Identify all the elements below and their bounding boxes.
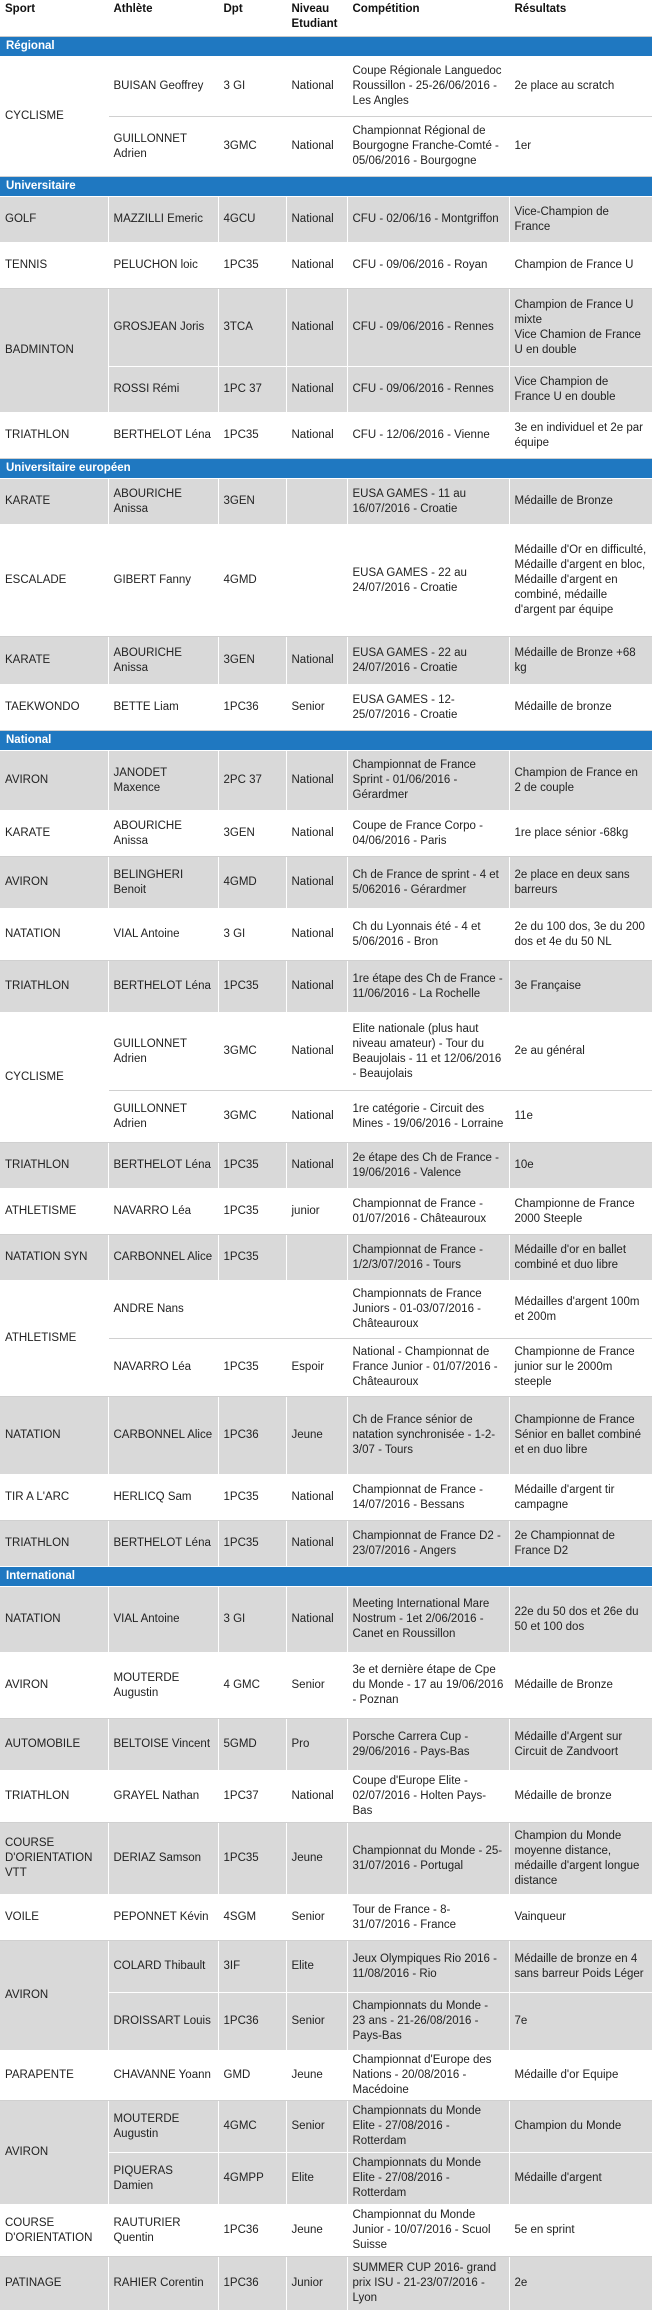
cell-niveau: Jeune: [286, 1823, 347, 1895]
cell-athlete: ROSSI Rémi: [108, 367, 218, 413]
cell-resultat: 7e: [509, 1993, 652, 2051]
cell-athlete: ABOURICHE Anissa: [108, 637, 218, 685]
cell-sport: VOILE: [0, 1895, 108, 1941]
cell-dpt: 1PC36: [218, 1397, 286, 1475]
table-row: [0, 1719, 652, 1771]
cell-resultat: Championne de France junior sur le 2000m steeple: [509, 1339, 652, 1397]
cell-dpt: 1PC35: [218, 961, 286, 1013]
cell-niveau: Jeune: [286, 2205, 347, 2257]
cell-resultat: Champion de France U mixte Vice Chamion de France U en double: [509, 289, 652, 367]
cell-dpt: 4SGM: [218, 1895, 286, 1941]
cell-niveau: National: [286, 751, 347, 811]
cell-dpt: 4 GMC: [218, 1653, 286, 1719]
table-row: [0, 197, 652, 243]
cell-competition: Championnat d'Europe des Nations - 20/08/2016 - Macédoine: [347, 2051, 509, 2101]
table-row: [0, 811, 652, 857]
cell-athlete: CHAVANNE Yoann: [108, 2051, 218, 2101]
header-competition: Compétition: [347, 0, 509, 37]
cell-niveau: National: [286, 1013, 347, 1091]
cell-dpt: 1PC35: [218, 1143, 286, 1189]
section-title: Universitaire européen: [0, 459, 652, 479]
section-header: [0, 1567, 652, 1587]
cell-athlete: NAVARRO Léa: [108, 1189, 218, 1235]
cell-niveau: Senior: [286, 1653, 347, 1719]
cell-resultat: 10e: [509, 1143, 652, 1189]
table-row: [0, 1397, 652, 1475]
cell-resultat: Médaille de bronze: [509, 1771, 652, 1823]
cell-athlete: GIBERT Fanny: [108, 525, 218, 637]
cell-niveau: National: [286, 57, 347, 117]
cell-dpt: 1PC35: [218, 1823, 286, 1895]
cell-niveau: National: [286, 1143, 347, 1189]
cell-athlete: MOUTERDE Augustin: [108, 2101, 218, 2153]
cell-dpt: 3IF: [218, 1941, 286, 1993]
cell-niveau: National: [286, 117, 347, 177]
cell-niveau: Senior: [286, 685, 347, 731]
cell-sport: NATATION SYN: [0, 1235, 108, 1281]
cell-dpt: 3GEN: [218, 479, 286, 525]
cell-competition: Championnats du Monde - 23 ans - 21-26/08/2016 - Pays-Bas: [347, 1993, 509, 2051]
header-niveau: Niveau Etudiant: [286, 0, 347, 37]
cell-competition: Porsche Carrera Cup - 29/06/2016 - Pays-Bas: [347, 1719, 509, 1771]
cell-competition: National - Championnat de France Junior - 01/07/2016 - Châteauroux: [347, 1339, 509, 1397]
table-row: [0, 961, 652, 1013]
cell-sport: KARATE: [0, 479, 108, 525]
cell-sport: CYCLISME: [0, 57, 108, 177]
cell-dpt: 1PC35: [218, 1235, 286, 1281]
cell-resultat: 2e du 100 dos, 3e du 200 dos et 4e du 50 NL: [509, 909, 652, 961]
cell-competition: Ch de France de sprint - 4 et 5/062016 - Gérardmer: [347, 857, 509, 909]
cell-athlete: BELINGHERI Benoit: [108, 857, 218, 909]
cell-dpt: 3TCA: [218, 289, 286, 367]
table-row: [0, 1587, 652, 1653]
cell-competition: Championnat du Monde - 25-31/07/2016 - Portugal: [347, 1823, 509, 1895]
cell-sport: TRIATHLON: [0, 1143, 108, 1189]
table-row: [0, 479, 652, 525]
cell-competition: Ch du Lyonnais été - 4 et 5/06/2016 - Bron: [347, 909, 509, 961]
cell-niveau: Espoir: [286, 1339, 347, 1397]
section-title: National: [0, 731, 652, 751]
cell-competition: Tour de France - 8-31/07/2016 - France: [347, 1895, 509, 1941]
cell-resultat: Médailles d'argent 100m et 200m: [509, 1281, 652, 1339]
cell-niveau: Elite: [286, 2153, 347, 2205]
cell-niveau: National: [286, 243, 347, 289]
cell-resultat: Champion de France en 2 de couple: [509, 751, 652, 811]
cell-resultat: 2e Championnat de France D2: [509, 1521, 652, 1567]
cell-niveau: Pro: [286, 1719, 347, 1771]
header-dpt: Dpt: [218, 0, 286, 37]
cell-dpt: 5GMD: [218, 1719, 286, 1771]
cell-sport: AVIRON: [0, 1653, 108, 1719]
cell-resultat: 11e: [509, 1091, 652, 1143]
header-athlete: Athlète: [108, 0, 218, 37]
cell-dpt: 4GCU: [218, 197, 286, 243]
cell-dpt: 2PC 37: [218, 751, 286, 811]
cell-sport: TIR A L'ARC: [0, 1475, 108, 1521]
cell-athlete: JANODET Maxence: [108, 751, 218, 811]
cell-dpt: [218, 1281, 286, 1339]
cell-resultat: 1re place sénior -68kg: [509, 811, 652, 857]
cell-niveau: Senior: [286, 1993, 347, 2051]
table-row: [0, 289, 652, 367]
cell-competition: Meeting International Mare Nostrum - 1et 2/06/2016 - Canet en Roussillon: [347, 1587, 509, 1653]
table-row: [0, 1143, 652, 1189]
table-row: [0, 1823, 652, 1895]
cell-athlete: ANDRE Nans: [108, 1281, 218, 1339]
cell-competition: Coupe d'Europe Elite - 02/07/2016 - Holten Pays-Bas: [347, 1771, 509, 1823]
cell-competition: Coupe de France Corpo - 04/06/2016 - Paris: [347, 811, 509, 857]
cell-resultat: Médaille d'or en ballet combiné et duo libre: [509, 1235, 652, 1281]
cell-sport: BADMINTON: [0, 289, 108, 413]
cell-competition: EUSA GAMES - 22 au 24/07/2016 - Croatie: [347, 525, 509, 637]
cell-competition: 1re étape des Ch de France - 11/06/2016 - La Rochelle: [347, 961, 509, 1013]
cell-niveau: Jeune: [286, 2051, 347, 2101]
cell-athlete: VIAL Antoine: [108, 1587, 218, 1653]
cell-athlete: RAHIER Corentin: [108, 2257, 218, 2311]
cell-athlete: BELTOISE Vincent: [108, 1719, 218, 1771]
cell-dpt: 1PC35: [218, 243, 286, 289]
cell-resultat: Médaille d'Argent sur Circuit de Zandvoort: [509, 1719, 652, 1771]
table-row: [0, 685, 652, 731]
table-row: [0, 2257, 652, 2311]
table-row: [0, 1653, 652, 1719]
cell-competition: 2e étape des Ch de France - 19/06/2016 - Valence: [347, 1143, 509, 1189]
cell-niveau: [286, 1281, 347, 1339]
cell-niveau: National: [286, 961, 347, 1013]
cell-competition: 3e et dernière étape de Cpe du Monde - 17 au 19/06/2016 - Poznan: [347, 1653, 509, 1719]
cell-sport: GOLF: [0, 197, 108, 243]
cell-dpt: 1PC35: [218, 1339, 286, 1397]
cell-competition: CFU - 09/06/2016 - Rennes: [347, 289, 509, 367]
cell-niveau: National: [286, 1091, 347, 1143]
cell-athlete: BETTE Liam: [108, 685, 218, 731]
cell-athlete: DERIAZ Samson: [108, 1823, 218, 1895]
cell-sport: CYCLISME: [0, 1013, 108, 1143]
cell-niveau: [286, 1235, 347, 1281]
cell-sport: TAEKWONDO: [0, 685, 108, 731]
cell-resultat: 2e place en deux sans barreurs: [509, 857, 652, 909]
cell-sport: NATATION: [0, 1587, 108, 1653]
section-header: [0, 731, 652, 751]
cell-competition: Championnat Régional de Bourgogne Franche-Comté - 05/06/2016 - Bourgogne: [347, 117, 509, 177]
table-row: [0, 857, 652, 909]
table-row: [0, 637, 652, 685]
cell-dpt: 4GMD: [218, 857, 286, 909]
cell-athlete: MAZZILLI Emeric: [108, 197, 218, 243]
cell-sport: PARAPENTE: [0, 2051, 108, 2101]
cell-dpt: 3 GI: [218, 1587, 286, 1653]
cell-competition: Championnat de France - 14/07/2016 - Bessans: [347, 1475, 509, 1521]
cell-niveau: National: [286, 289, 347, 367]
cell-sport: AVIRON: [0, 751, 108, 811]
cell-dpt: 1PC35: [218, 413, 286, 459]
header-sport: Sport: [0, 0, 108, 37]
table-row: [0, 413, 652, 459]
cell-resultat: 2e au général: [509, 1013, 652, 1091]
table-row: [0, 1235, 652, 1281]
cell-dpt: 1PC36: [218, 1993, 286, 2051]
cell-athlete: GUILLONNET Adrien: [108, 117, 218, 177]
header-row: [0, 0, 652, 37]
cell-dpt: 1PC35: [218, 1521, 286, 1567]
cell-niveau: National: [286, 1521, 347, 1567]
section-header: [0, 459, 652, 479]
table-row: [0, 243, 652, 289]
cell-dpt: 3GMC: [218, 117, 286, 177]
cell-competition: 1re catégorie - Circuit des Mines - 19/06/2016 - Lorraine: [347, 1091, 509, 1143]
cell-niveau: National: [286, 197, 347, 243]
cell-niveau: [286, 479, 347, 525]
cell-resultat: Médaille d'or Equipe: [509, 2051, 652, 2101]
cell-resultat: Médaille de Bronze: [509, 1653, 652, 1719]
cell-resultat: Médaille d'argent: [509, 2153, 652, 2205]
cell-niveau: National: [286, 1771, 347, 1823]
cell-resultat: 3e Française: [509, 961, 652, 1013]
cell-dpt: 1PC35: [218, 1189, 286, 1235]
cell-competition: CFU - 12/06/2016 - Vienne: [347, 413, 509, 459]
cell-sport: COURSE D'ORIENTATION: [0, 2205, 108, 2257]
cell-athlete: PEPONNET Kévin: [108, 1895, 218, 1941]
table-row: [0, 751, 652, 811]
cell-competition: Championnat de France D2 - 23/07/2016 - Angers: [347, 1521, 509, 1567]
cell-sport: AUTOMOBILE: [0, 1719, 108, 1771]
cell-sport: KARATE: [0, 637, 108, 685]
cell-resultat: 3e en individuel et 2e par équipe: [509, 413, 652, 459]
cell-niveau: National: [286, 1587, 347, 1653]
cell-competition: SUMMER CUP 2016- grand prix ISU - 21-23/07/2016 - Lyon: [347, 2257, 509, 2311]
cell-athlete: GROSJEAN Joris: [108, 289, 218, 367]
header-resultats: Résultats: [509, 0, 652, 37]
cell-competition: EUSA GAMES - 12-25/07/2016 - Croatie: [347, 685, 509, 731]
cell-athlete: PELUCHON loic: [108, 243, 218, 289]
cell-competition: Elite nationale (plus haut niveau amateur) - Tour du Beaujolais - 11 et 12/06/2016 - Beaujolais: [347, 1013, 509, 1091]
cell-athlete: BERTHELOT Léna: [108, 413, 218, 459]
cell-sport: AVIRON: [0, 857, 108, 909]
table-row: [0, 2205, 652, 2257]
cell-sport: TRIATHLON: [0, 1521, 108, 1567]
cell-competition: Championnats de France Juniors - 01-03/07/2016 - Châteauroux: [347, 1281, 509, 1339]
table-row: [0, 57, 652, 117]
cell-athlete: BERTHELOT Léna: [108, 1521, 218, 1567]
section-header: [0, 177, 652, 197]
cell-resultat: Championne de France 2000 Steeple: [509, 1189, 652, 1235]
section-header: [0, 37, 652, 57]
cell-sport: ESCALADE: [0, 525, 108, 637]
cell-resultat: 22e du 50 dos et 26e du 50 et 100 dos: [509, 1587, 652, 1653]
cell-athlete: CARBONNEL Alice: [108, 1397, 218, 1475]
cell-dpt: 1PC37: [218, 1771, 286, 1823]
cell-sport: KARATE: [0, 811, 108, 857]
cell-niveau: National: [286, 1475, 347, 1521]
cell-niveau: National: [286, 367, 347, 413]
table-row: [0, 909, 652, 961]
cell-niveau: Junior: [286, 2257, 347, 2311]
table-row: [0, 2101, 652, 2153]
section-title: Universitaire: [0, 177, 652, 197]
cell-resultat: Champion du Monde moyenne distance, médaille d'argent longue distance: [509, 1823, 652, 1895]
table-row: [0, 1771, 652, 1823]
cell-niveau: Senior: [286, 2101, 347, 2153]
cell-athlete: ABOURICHE Anissa: [108, 479, 218, 525]
cell-sport: TRIATHLON: [0, 413, 108, 459]
cell-competition: CFU - 02/06/16 - Montgriffon: [347, 197, 509, 243]
cell-sport: PATINAGE: [0, 2257, 108, 2311]
cell-competition: Championnat de France Sprint - 01/06/2016 - Gérardmer: [347, 751, 509, 811]
cell-niveau: National: [286, 413, 347, 459]
cell-competition: EUSA GAMES - 22 au 24/07/2016 - Croatie: [347, 637, 509, 685]
table-row: [0, 1941, 652, 1993]
cell-athlete: BERTHELOT Léna: [108, 961, 218, 1013]
cell-athlete: ABOURICHE Anissa: [108, 811, 218, 857]
cell-dpt: 3GEN: [218, 637, 286, 685]
table-row: [0, 1013, 652, 1091]
cell-resultat: Médaille de Bronze +68 kg: [509, 637, 652, 685]
cell-niveau: Senior: [286, 1895, 347, 1941]
table-row: [0, 1189, 652, 1235]
cell-niveau: Elite: [286, 1941, 347, 1993]
cell-dpt: 1PC35: [218, 1475, 286, 1521]
cell-dpt: 3GEN: [218, 811, 286, 857]
cell-resultat: Champion du Monde: [509, 2101, 652, 2153]
cell-competition: Championnat du Monde Junior - 10/07/2016 - Scuol Suisse: [347, 2205, 509, 2257]
cell-sport: ATHLETISME: [0, 1281, 108, 1397]
cell-athlete: COLARD Thibault: [108, 1941, 218, 1993]
cell-sport: AVIRON: [0, 1941, 108, 2051]
cell-resultat: Vainqueur: [509, 1895, 652, 1941]
cell-resultat: 2e place au scratch: [509, 57, 652, 117]
cell-niveau: National: [286, 857, 347, 909]
cell-resultat: 5e en sprint: [509, 2205, 652, 2257]
cell-niveau: junior: [286, 1189, 347, 1235]
cell-resultat: Médaille de bronze en 4 sans barreur Poids Léger: [509, 1941, 652, 1993]
cell-resultat: Vice Champion de France U en double: [509, 367, 652, 413]
cell-dpt: 1PC 37: [218, 367, 286, 413]
cell-dpt: 3GMC: [218, 1091, 286, 1143]
cell-athlete: BERTHELOT Léna: [108, 1143, 218, 1189]
cell-sport: NATATION: [0, 909, 108, 961]
cell-dpt: 3GMC: [218, 1013, 286, 1091]
cell-athlete: BUISAN Geoffrey: [108, 57, 218, 117]
cell-niveau: National: [286, 637, 347, 685]
section-title: International: [0, 1567, 652, 1587]
cell-athlete: DROISSART Louis: [108, 1993, 218, 2051]
cell-competition: Championnat de France - 01/07/2016 - Châteauroux: [347, 1189, 509, 1235]
cell-competition: CFU - 09/06/2016 - Royan: [347, 243, 509, 289]
cell-competition: EUSA GAMES - 11 au 16/07/2016 - Croatie: [347, 479, 509, 525]
cell-dpt: 4GMC: [218, 2101, 286, 2153]
cell-competition: Ch de France sénior de natation synchronisée - 1-2-3/07 - Tours: [347, 1397, 509, 1475]
cell-sport: TRIATHLON: [0, 961, 108, 1013]
cell-sport: AVIRON: [0, 2101, 108, 2205]
section-title: Régional: [0, 37, 652, 57]
cell-niveau: Jeune: [286, 1397, 347, 1475]
cell-competition: Coupe Régionale Languedoc Roussillon - 25-26/06/2016 - Les Angles: [347, 57, 509, 117]
table-body: [0, 37, 652, 2311]
cell-athlete: VIAL Antoine: [108, 909, 218, 961]
cell-athlete: HERLICQ Sam: [108, 1475, 218, 1521]
cell-athlete: PIQUERAS Damien: [108, 2153, 218, 2205]
cell-competition: Championnats du Monde Elite - 27/08/2016 - Rotterdam: [347, 2153, 509, 2205]
cell-athlete: CARBONNEL Alice: [108, 1235, 218, 1281]
cell-athlete: GRAYEL Nathan: [108, 1771, 218, 1823]
cell-sport: NATATION: [0, 1397, 108, 1475]
cell-athlete: GUILLONNET Adrien: [108, 1013, 218, 1091]
cell-sport: COURSE D'ORIENTATION VTT: [0, 1823, 108, 1895]
cell-dpt: 4GMPP: [218, 2153, 286, 2205]
cell-dpt: 1PC36: [218, 2257, 286, 2311]
cell-resultat: Médaille d'Or en difficulté, Médaille d'argent en bloc, Médaille d'argent en combiné, médaille d'argent par équipe: [509, 525, 652, 637]
cell-competition: Championnats du Monde Elite - 27/08/2016 - Rotterdam: [347, 2101, 509, 2153]
table-row: [0, 2051, 652, 2101]
cell-competition: Jeux Olympiques Rio 2016 - 11/08/2016 - Rio: [347, 1941, 509, 1993]
cell-resultat: Championne de France Sénior en ballet combiné et en duo libre: [509, 1397, 652, 1475]
cell-dpt: GMD: [218, 2051, 286, 2101]
cell-athlete: RAUTURIER Quentin: [108, 2205, 218, 2257]
table-row: [0, 1895, 652, 1941]
cell-niveau: National: [286, 909, 347, 961]
cell-competition: CFU - 09/06/2016 - Rennes: [347, 367, 509, 413]
cell-resultat: Vice-Champion de France: [509, 197, 652, 243]
cell-resultat: 2e: [509, 2257, 652, 2311]
cell-resultat: Médaille d'argent tir campagne: [509, 1475, 652, 1521]
cell-dpt: 1PC36: [218, 2205, 286, 2257]
table-row: [0, 525, 652, 637]
table-row: [0, 1475, 652, 1521]
table-row: [0, 1521, 652, 1567]
cell-resultat: Champion de France U: [509, 243, 652, 289]
cell-sport: ATHLETISME: [0, 1189, 108, 1235]
cell-sport: TRIATHLON: [0, 1771, 108, 1823]
cell-dpt: 3 GI: [218, 57, 286, 117]
cell-athlete: NAVARRO Léa: [108, 1339, 218, 1397]
cell-athlete: MOUTERDE Augustin: [108, 1653, 218, 1719]
cell-athlete: GUILLONNET Adrien: [108, 1091, 218, 1143]
table-row: [0, 1281, 652, 1339]
cell-dpt: 3 GI: [218, 909, 286, 961]
cell-competition: Championnat de France - 1/2/3/07/2016 - Tours: [347, 1235, 509, 1281]
cell-dpt: 1PC36: [218, 685, 286, 731]
cell-niveau: [286, 525, 347, 637]
cell-niveau: National: [286, 811, 347, 857]
cell-resultat: 1er: [509, 117, 652, 177]
cell-sport: TENNIS: [0, 243, 108, 289]
cell-dpt: 4GMD: [218, 525, 286, 637]
cell-resultat: Médaille de Bronze: [509, 479, 652, 525]
cell-resultat: Médaille de bronze: [509, 685, 652, 731]
